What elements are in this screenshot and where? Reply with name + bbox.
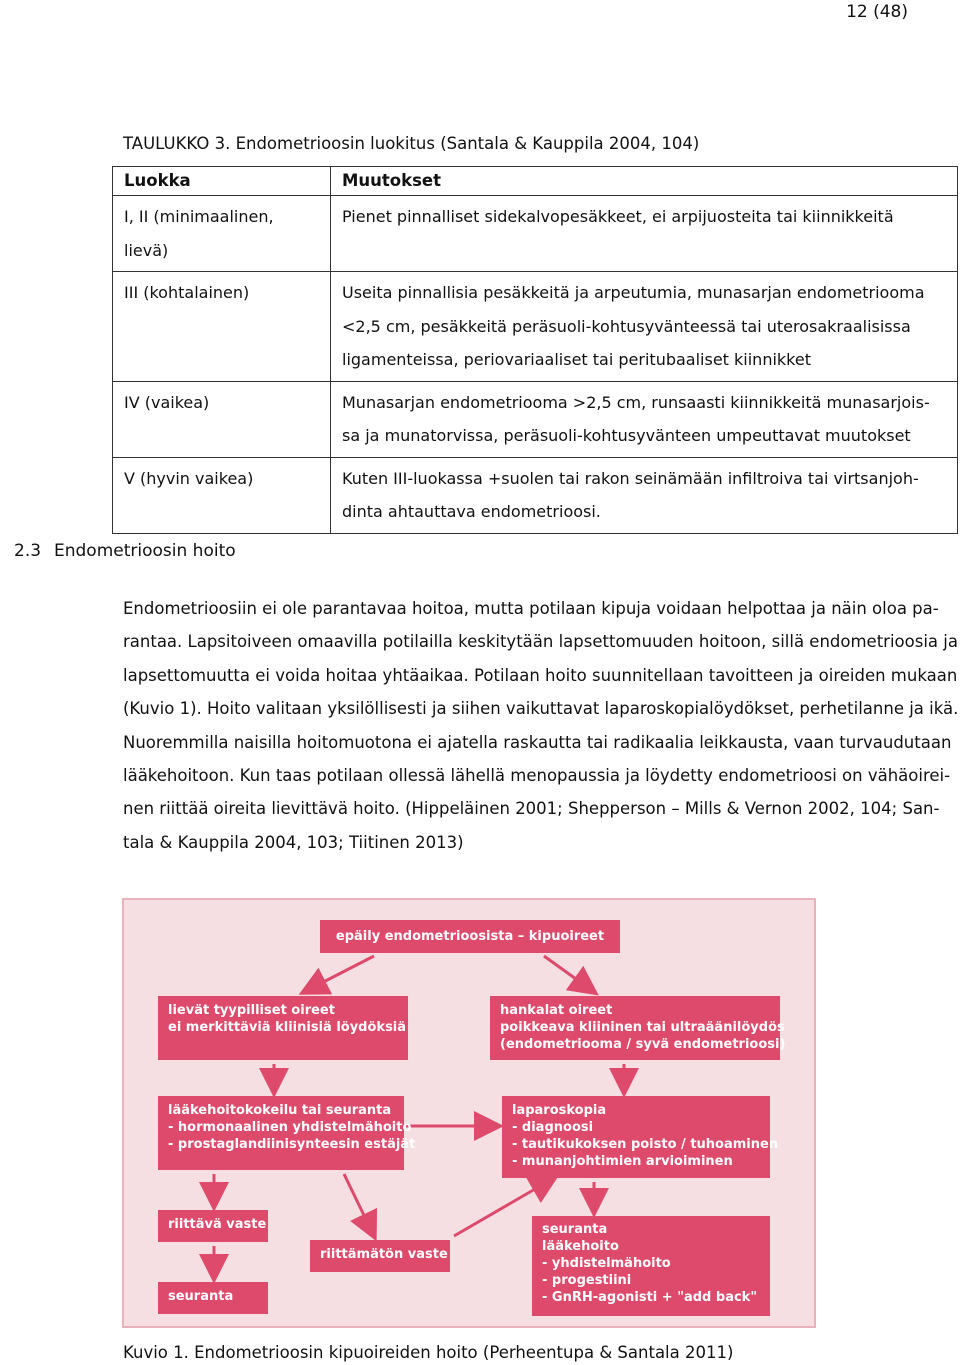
box-medication-trial — [158, 1096, 416, 1170]
table-row — [113, 457, 958, 533]
box-line: - progestiini — [542, 1273, 632, 1288]
box-line: - prostaglandiinisynteesin estäjät — [168, 1137, 416, 1152]
table-caption: TAULUKKO 3. Endometrioosin luokitus (Santala & Kauppila 2004, 104) — [123, 134, 700, 153]
arrow-top-to-right — [544, 956, 594, 992]
box-line: lääkehoitokokeilu tai seuranta — [168, 1103, 392, 1118]
box-severe-symptoms — [490, 996, 786, 1060]
class-line: lievä) — [124, 240, 169, 260]
class-line: I, II (minimaalinen, — [124, 207, 274, 226]
treatment-flowchart — [122, 898, 816, 1328]
table-header-row — [113, 167, 958, 196]
change-line: Pienet pinnalliset sidekalvopesäkkeet, ei arpijuosteita tai kiinnikkeitä — [342, 207, 894, 226]
box-line: laparoskopia — [512, 1103, 607, 1118]
class-line: IV (vaikea) — [124, 392, 210, 412]
box-line: - diagnoosi — [512, 1120, 594, 1135]
box-line: - tautikukoksen poisto / tuhoaminen — [512, 1137, 779, 1152]
section-number: 2.3 — [14, 541, 42, 561]
box-follow-up-left — [158, 1282, 268, 1314]
column-header-luokka: Luokka — [113, 167, 331, 196]
column-header-muutokset: Muutokset — [331, 167, 958, 196]
box-line: poikkeava kliininen tai ultraäänilöydös — [500, 1020, 785, 1035]
box-line: seuranta — [168, 1289, 234, 1304]
paragraph-line: nen riittää oireita lievittävä hoito. (Hippeläinen 2001; Shepperson – Mills & Vernon 2002, 104; San- — [123, 799, 940, 819]
box-line: riittämätön vaste — [320, 1247, 448, 1262]
box-line: hankalat oireet — [500, 1003, 613, 1018]
box-line: seuranta — [542, 1222, 608, 1237]
figure-caption: Kuvio 1. Endometrioosin kipuoireiden hoito (Perheentupa & Santala 2011) — [123, 1343, 734, 1362]
box-line: lievät tyypilliset oireet — [168, 1003, 335, 1018]
change-line: ligamenteissa, periovariaaliset tai peritubaaliset kiinnikket — [342, 350, 811, 369]
change-cell — [331, 457, 958, 533]
class-cell — [113, 272, 331, 382]
box-line: - munanjohtimien arvioiminen — [512, 1154, 733, 1169]
section-heading — [14, 541, 236, 561]
classification-table — [112, 166, 958, 534]
box-line: (endometriooma / syvä endometrioosi) — [500, 1037, 786, 1052]
change-line: Useita pinnallisia pesäkkeitä ja arpeutumia, munasarjan endometriooma — [342, 283, 925, 302]
box-line: - yhdistelmähoito — [542, 1256, 671, 1271]
change-line: dinta ahtauttava endometrioosi. — [342, 502, 601, 521]
box-sufficient-response — [158, 1210, 268, 1242]
change-line: Munasarjan endometriooma >2,5 cm, runsaasti kiinnikkeitä munasarjois- — [342, 392, 930, 412]
section-title: Endometrioosin hoito — [54, 541, 236, 561]
class-cell — [113, 196, 331, 272]
page-number: 12 (48) — [846, 2, 908, 22]
class-cell — [113, 381, 331, 457]
paragraph-line: (Kuvio 1). Hoito valitaan yksilöllisesti ja siihen vaikuttavat laparoskopialöydökset, perhetilanne ja ikä. — [123, 699, 959, 719]
box-line: ei merkittäviä kliinisiä löydöksiä — [168, 1020, 407, 1035]
box-line: - hormonaalinen yhdistelmähoito — [168, 1120, 412, 1135]
paragraph-line: lääkehoitoon. Kun taas potilaan ollessä lähellä menopaussia ja löydetty endometrioosi on vähäoirei- — [123, 766, 951, 786]
table-row — [113, 196, 958, 272]
class-line: V (hyvin vaikea) — [124, 468, 254, 488]
box-line: epäily endometrioosista – kipuoireet — [335, 929, 605, 944]
box-line: - GnRH-agonisti + "add back" — [542, 1290, 758, 1305]
box-mild-symptoms — [158, 996, 408, 1060]
change-line: Kuten III-luokassa +suolen tai rakon seinämään infiltroiva tai virtsanjoh- — [342, 468, 919, 488]
paragraph-line: Endometrioosiin ei ole parantavaa hoitoa, mutta potilaan kipuja voidaan helpottaa ja näin oloa pa- — [123, 599, 939, 618]
box-line: lääkehoito — [542, 1239, 619, 1254]
paragraph-line: lapsettomuutta ei voida hoitaa yhtäaikaa. Potilaan hoito suunnitellaan tavoitteen ja oireiden mukaan — [123, 665, 958, 685]
paragraph-line: Nuoremmilla naisilla hoitomuotona ei ajatella raskautta tai radikaalia leikkausta, vaan turvaudutaan — [123, 732, 952, 752]
change-cell — [331, 272, 958, 382]
box-follow-up-right — [532, 1216, 770, 1316]
change-cell — [331, 196, 958, 272]
box-insufficient-response — [310, 1240, 450, 1272]
table-row — [113, 381, 958, 457]
table-row — [113, 272, 958, 382]
box-laparoscopy — [502, 1096, 779, 1178]
box-suspicion — [320, 920, 620, 953]
arrow-treatment-to-insufficient — [344, 1174, 374, 1236]
paragraph-line: tala & Kauppila 2004, 103; Tiitinen 2013) — [123, 832, 464, 852]
change-line: sa ja munatorvissa, peräsuoli-kohtusyvänteen umpeuttavat muutokset — [342, 426, 911, 445]
class-line: III (kohtalainen) — [124, 283, 250, 302]
arrow-top-to-left — [304, 956, 374, 992]
body-paragraph — [123, 592, 959, 859]
box-line: riittävä vaste — [168, 1217, 267, 1232]
change-cell — [331, 381, 958, 457]
class-cell — [113, 457, 331, 533]
paragraph-line: rantaa. Lapsitoiveen omaavilla potilailla keskitytään lapsettomuuden hoitoon, sillä endometrioosia ja — [123, 632, 958, 652]
change-line: <2,5 cm, pesäkkeitä peräsuoli-kohtusyvänteessä tai uterosakraalisissa — [342, 316, 911, 336]
